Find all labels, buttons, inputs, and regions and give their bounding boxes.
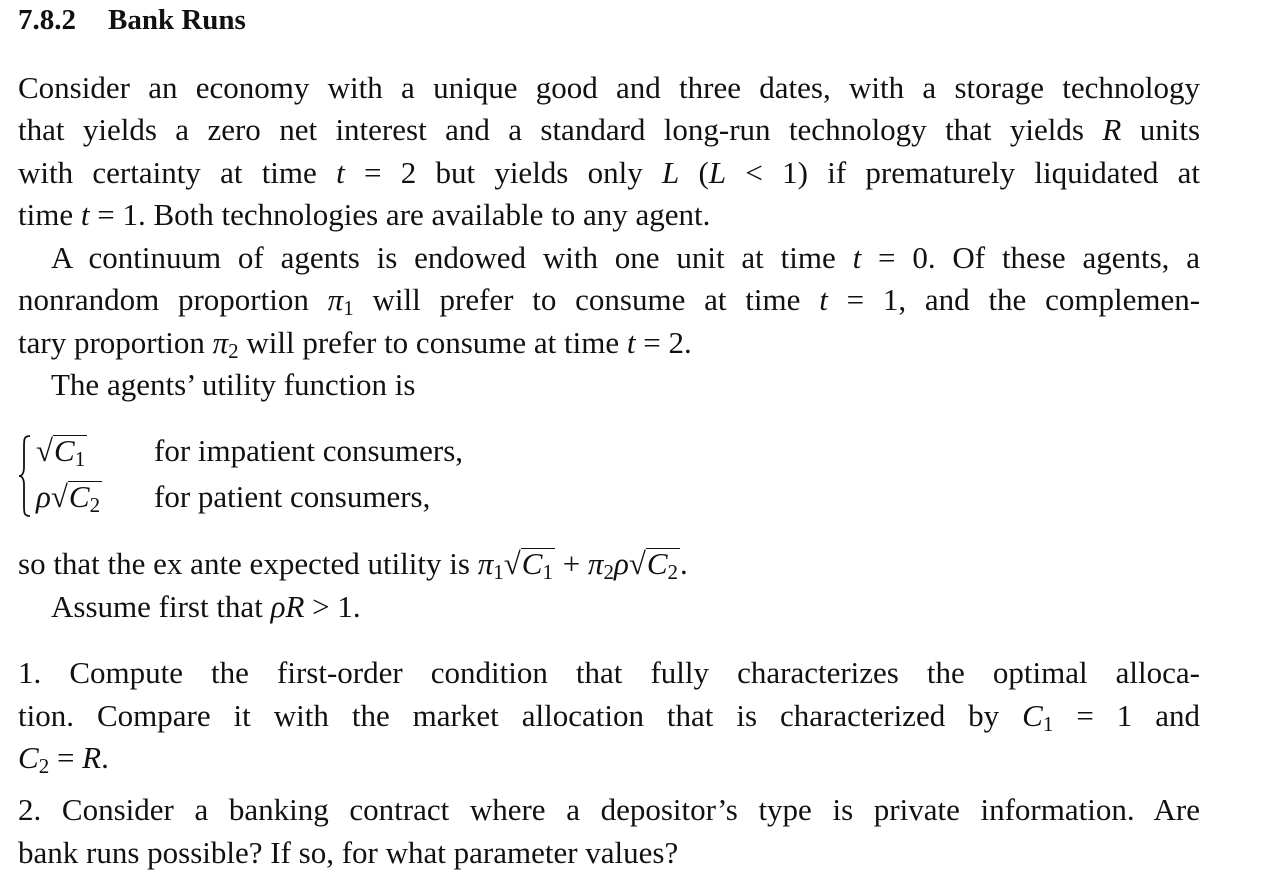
paragraph-3: The agents’ utility function is bbox=[51, 367, 416, 402]
question-2-line-1: 2. Consider a banking contract where a depositor’s type is private information. Are bbox=[18, 792, 1200, 827]
paragraph-4-expected-utility: so that the ex ante expected utility is $\pi_1√C_1 + \pi_2\rho√C_2$. bbox=[18, 546, 1200, 590]
question-1-line-3: $C_2 = R$. bbox=[18, 740, 109, 778]
paragraph-1-line-2: that yields a zero net interest and a standard long-run technology that yields R units bbox=[18, 112, 1201, 147]
paragraph-1-line-1: Consider an economy with a unique good and three dates, with a storage technology bbox=[18, 70, 1200, 105]
paragraph-2-line-3: tary proportion $\pi_2$ will prefer to consume at time t = 2. bbox=[18, 325, 692, 363]
utility-row-patient: $\rho√C_2$ for patient consumers, bbox=[36, 479, 430, 520]
question-1-line-1: 1. Compute the first-order condition that fully characterizes the optimal alloca- bbox=[18, 655, 1200, 690]
utility-function-cases bbox=[18, 433, 718, 523]
utility-row-impatient: $√C_1$ for impatient consumers, bbox=[36, 433, 463, 474]
question-2-line-2: bank runs possible? If so, for what parameter values? bbox=[18, 835, 679, 870]
paragraph-1-line-3: with certainty at time t = 2 but yields only L (L < 1) if prematurely liquidated at bbox=[18, 155, 1201, 190]
section-heading bbox=[18, 2, 246, 38]
left-brace-icon bbox=[18, 433, 32, 519]
question-1-line-2: tion. Compare it with the market allocation that is characterized by $C_1 = 1$ and bbox=[18, 698, 1201, 736]
section-number: 7.8.2 bbox=[18, 4, 76, 36]
paragraph-2-line-2: nonrandom proportion $\pi_1$ will prefer to consume at time t = 1, and the complemen- bbox=[18, 282, 1201, 320]
paragraph-5-assumption: Assume first that ρR > 1. bbox=[51, 589, 361, 624]
paragraph-2-line-1: A continuum of agents is endowed with one unit at time t = 0. Of these agents, a bbox=[51, 240, 1200, 275]
section-title: Bank Runs bbox=[108, 4, 246, 36]
var-R: R bbox=[1102, 112, 1122, 147]
paragraph-1-line-4: time t = 1. Both technologies are available to any agent. bbox=[18, 197, 711, 232]
